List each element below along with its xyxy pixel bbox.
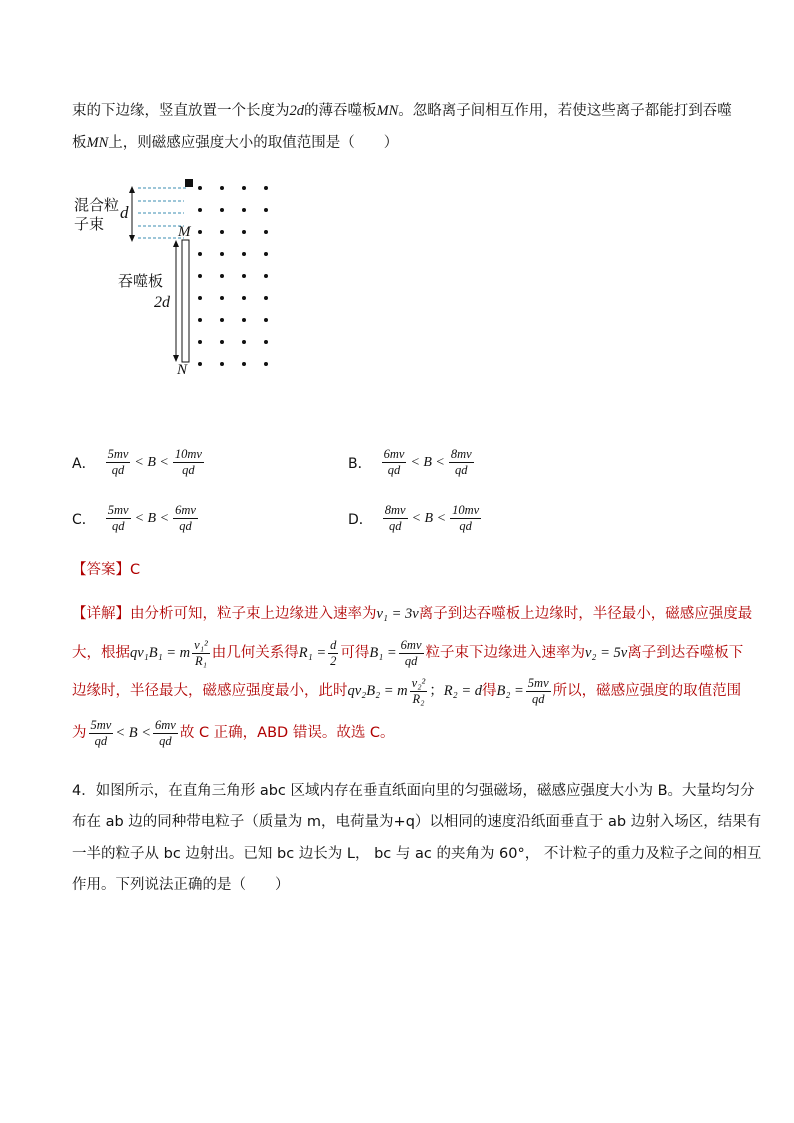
text-segment: 粒子束下边缘进入速率为 [425, 645, 585, 661]
text-segment: 故 C 正确，ABD 错误。故选 C。 [179, 725, 395, 741]
beam-label-line-1: 混合粒 [74, 196, 120, 214]
field-dot [242, 318, 246, 322]
inequality: < B < [411, 510, 447, 526]
var-2d: 2d [289, 103, 304, 119]
fraction [449, 447, 474, 478]
field-dot [242, 274, 246, 278]
denominator: qd [531, 691, 545, 706]
numerator: 6mv [175, 503, 196, 517]
field-dot [220, 252, 224, 256]
label-2d: 2d [154, 294, 170, 311]
field-dot [220, 186, 224, 190]
text-segment: 离子到达吞噬板下 [627, 645, 744, 661]
field-dot [242, 186, 246, 190]
fraction [192, 638, 210, 669]
option-C[interactable] [72, 503, 200, 534]
answer-value: C [130, 562, 141, 578]
field-dot [220, 274, 224, 278]
fraction [382, 447, 407, 478]
numerator: 5mv [107, 503, 129, 517]
numerator: 6mv [400, 637, 422, 652]
field-dot [264, 208, 268, 212]
physics-figure [70, 176, 290, 382]
label-d: d [120, 203, 129, 222]
text-segment: 板 [72, 135, 87, 151]
inequality: < B < [410, 454, 445, 470]
field-dot [220, 208, 224, 212]
text-segment: 上，则磁感应强度大小的取值范围是（ ） [108, 135, 399, 151]
denominator: qd [459, 519, 472, 533]
option-A[interactable] [72, 447, 206, 478]
field-dot [264, 296, 268, 300]
field-dot [198, 208, 202, 212]
numerator: d [330, 637, 337, 652]
numerator: 5mv [107, 447, 129, 461]
denominator: R₂ [412, 691, 425, 706]
equation: v₂ = 5v [585, 645, 628, 661]
field-dot [242, 252, 246, 256]
text-segment: 为 [72, 725, 87, 741]
q4-line-4: 作用。下列说法正确的是（ ） [72, 877, 290, 893]
numerator: v₁² [194, 637, 208, 652]
inequality: < B < [115, 725, 152, 741]
fraction [106, 447, 131, 478]
question-text-line-2 [72, 133, 398, 153]
text-segment: 由分析可知，粒子束上边缘进入速率为 [130, 606, 377, 622]
denominator: qd [455, 463, 468, 477]
text-segment: 可得 [340, 645, 370, 661]
option-B[interactable] [348, 447, 476, 478]
q4-line-1: 4．如图所示，在直角三角形 abc 区域内存在垂直纸面向里的匀强磁场，磁感应强度大小为 B。大量均匀分 [72, 783, 755, 799]
field-dot [242, 208, 246, 212]
text-segment: 大，根据 [72, 645, 130, 661]
label-M: M [178, 224, 191, 240]
detail-line-3 [72, 674, 741, 708]
denominator: qd [179, 519, 192, 533]
numerator: 5mv [90, 717, 112, 732]
answer-tag: 【答案】 [72, 562, 130, 578]
label-N: N [177, 362, 188, 378]
equation: R₁ = [298, 645, 327, 661]
text-segment: 的薄吞噬板 [304, 103, 377, 119]
field-dot [220, 362, 224, 366]
field-dot [198, 186, 202, 190]
numerator: 8mv [450, 447, 472, 461]
text-segment: 所以，磁感应强度的取值范围 [552, 683, 742, 699]
denominator: R₁ [194, 653, 207, 668]
fraction [450, 503, 481, 534]
numerator: 8mv [384, 503, 406, 517]
answer-line [72, 560, 140, 580]
fraction [410, 676, 428, 707]
inequality: < B < [134, 510, 170, 526]
fraction [526, 676, 551, 707]
text-segment: 束的下边缘，竖直放置一个长度为 [72, 103, 290, 119]
fraction [328, 638, 338, 669]
var-MN: MN [376, 103, 399, 119]
field-dot [220, 230, 224, 234]
field-dot [198, 362, 202, 366]
plate-label: 吞噬板 [118, 272, 164, 290]
field-dot [198, 252, 202, 256]
option-label: A． [72, 455, 96, 472]
equation: v₁ = 3v [376, 606, 419, 622]
field-dot [198, 296, 202, 300]
q4-line-2: 布在 ab 边的同种带电粒子（质量为 m，电荷量为+q）以相同的速度沿纸面垂直于 ab 边射入场区，结果有 [72, 814, 762, 830]
denominator: qd [404, 653, 418, 668]
text-segment: 由几何关系得 [211, 645, 299, 661]
numerator: v₂² [411, 675, 426, 690]
option-D[interactable] [348, 503, 483, 534]
question-text-line-1 [72, 101, 732, 121]
denominator: qd [182, 463, 195, 477]
equation: B₂ = [496, 683, 524, 699]
text-segment: 边缘时，半径最大，磁感应强度最小，此时 [72, 683, 348, 699]
text-segment: 离子到达吞噬板上边缘时，半径最小，磁感应强度最 [418, 606, 753, 622]
detail-tag: 【详解】 [72, 606, 130, 622]
inequality: < B < [134, 454, 169, 470]
option-label: C． [72, 511, 96, 528]
field-dot [242, 362, 246, 366]
fraction [106, 503, 131, 534]
equation: qv₂B₂ = m [347, 683, 408, 699]
denominator: qd [387, 463, 401, 477]
detail-line-4 [72, 716, 395, 750]
field-dot [242, 340, 246, 344]
numerator: 6mv [383, 447, 405, 461]
field-dot [264, 318, 268, 322]
numerator: 6mv [155, 717, 176, 732]
detail-line-1 [72, 604, 752, 624]
fraction [173, 503, 198, 534]
detail-line-2 [72, 636, 743, 670]
field-dot [220, 340, 224, 344]
field-dot [264, 340, 268, 344]
numerator: 5mv [527, 675, 549, 690]
fraction [173, 447, 204, 478]
field-dot [198, 340, 202, 344]
fraction [383, 503, 408, 534]
field-dot [198, 274, 202, 278]
fraction [399, 638, 424, 669]
fraction [89, 718, 114, 749]
field-dot [198, 318, 202, 322]
var-MN: MN [86, 135, 109, 151]
denominator: qd [388, 519, 402, 533]
field-dot [264, 274, 268, 278]
equation: R₂ = d [443, 683, 482, 699]
field-dot [198, 230, 202, 234]
denominator: qd [94, 733, 108, 748]
field-dot [242, 296, 246, 300]
numerator: 10mv [452, 503, 480, 517]
numerator: 10mv [174, 447, 202, 461]
equation: B₁ = [369, 645, 397, 661]
denominator: qd [111, 519, 125, 533]
field-dot [264, 230, 268, 234]
field-dot [264, 186, 268, 190]
magnetic-field-dots [70, 176, 290, 382]
q4-line-3: 一半的粒子从 bc 边射出。已知 bc 边长为 L， bc 与 ac 的夹角为 60°， 不计粒子的重力及粒子之间的相互 [72, 846, 762, 862]
denominator: qd [111, 463, 125, 477]
denominator: qd [159, 733, 172, 748]
fraction [153, 718, 178, 749]
option-label: B． [348, 455, 372, 472]
equation: qv₁B₁ = m [130, 645, 191, 661]
separator: ； [429, 683, 444, 699]
option-label: D． [348, 511, 373, 528]
field-dot [242, 230, 246, 234]
denominator: 2 [330, 653, 337, 668]
field-dot [220, 296, 224, 300]
field-dot [220, 318, 224, 322]
beam-label-line-2: 子束 [74, 215, 105, 233]
field-dot [264, 252, 268, 256]
field-dot [264, 362, 268, 366]
text-segment: 得 [481, 683, 497, 699]
text-segment: 。忽略离子间相互作用，若使这些离子都能打到吞噬 [398, 103, 732, 119]
